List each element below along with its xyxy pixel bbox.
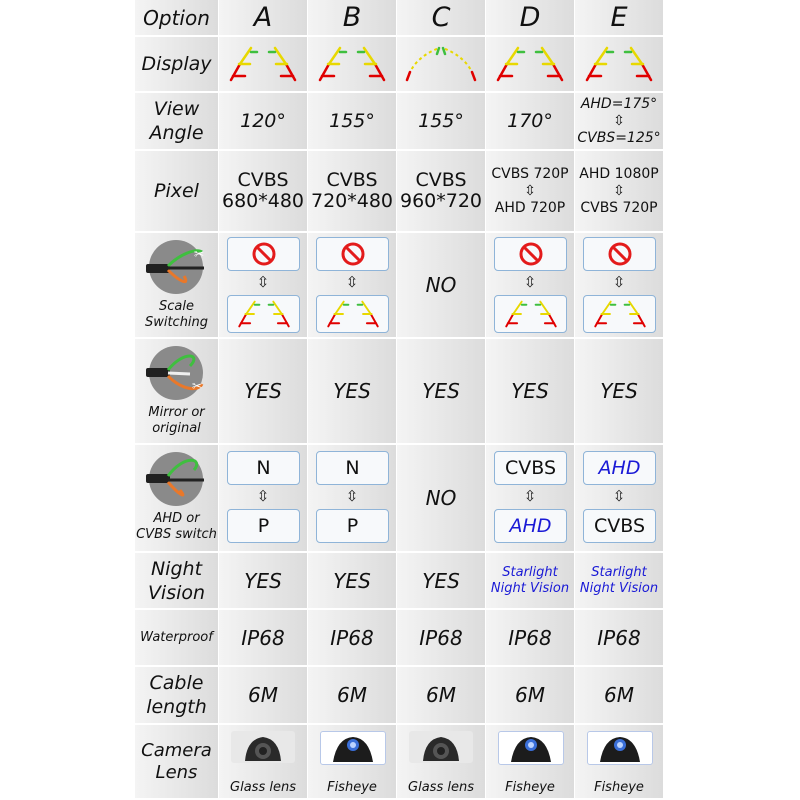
night-vision-text: Night Vision: [579, 580, 659, 596]
night-vision-b: YES: [308, 553, 397, 610]
lens-type: Glass lens: [230, 780, 296, 795]
view-angle-row: [135, 93, 665, 151]
scale-switching-row: [135, 233, 665, 339]
scale-switching-header: [135, 233, 219, 339]
col-header-d: D: [486, 0, 575, 37]
display-row: [135, 37, 665, 93]
mirror-c: YES: [397, 339, 486, 445]
wire-cut-icon: [144, 238, 208, 296]
cable-length-row: [135, 667, 665, 725]
switch-bottom-box: P: [316, 509, 389, 543]
col-header-a: A: [219, 0, 308, 37]
pixel-e: [575, 151, 664, 233]
night-vision-label: Night Vision: [135, 553, 219, 610]
mirror-a: YES: [219, 339, 308, 445]
mirror-d: YES: [486, 339, 575, 445]
svg-text:✂: ✂: [192, 379, 203, 393]
col-header-b: B: [308, 0, 397, 37]
waterproof-c: IP68: [397, 610, 486, 667]
parking-guidelines-icon: [318, 297, 388, 331]
pixel-c: CVBS 960*720: [397, 151, 486, 233]
switch-arrow-icon: ⇳: [613, 182, 625, 199]
waterproof-e: IP68: [575, 610, 664, 667]
night-vision-d: [486, 553, 575, 610]
night-vision-e: [575, 553, 664, 610]
pixel-e-top: AHD 1080P: [579, 165, 659, 182]
parking-guidelines-icon: [401, 42, 481, 86]
waterproof-row: [135, 610, 665, 667]
display-label: Display: [135, 37, 219, 93]
scale-switch-c: NO: [397, 233, 486, 339]
lens-type: Glass lens: [408, 780, 474, 795]
lens-type: Fisheye: [327, 780, 377, 795]
waterproof-label: Waterproof: [135, 610, 219, 667]
no-entry-icon: [606, 240, 634, 268]
switch-arrow-icon: ⇳: [612, 487, 626, 505]
ahd-switch-b: [308, 445, 397, 553]
pixel-label: Pixel: [135, 151, 219, 233]
night-vision-a: YES: [219, 553, 308, 610]
pixel-row: [135, 151, 665, 233]
mirror-b: YES: [308, 339, 397, 445]
pixel-d-bottom: AHD 720P: [494, 199, 566, 216]
cable-length-d: 6M: [486, 667, 575, 725]
pixel-a: CVBS 680*480: [219, 151, 308, 233]
cable-length-label: Cable length: [135, 667, 219, 725]
guidelines-box: [583, 295, 656, 333]
header-row: [135, 0, 665, 37]
col-header-c: C: [397, 0, 486, 37]
wire-cut-icon: [144, 450, 208, 508]
ahd-switch-e: [575, 445, 664, 553]
guidelines-box: [494, 295, 567, 333]
view-angle-e-ahd: AHD=175°: [580, 95, 658, 112]
view-angle-e: [575, 93, 664, 151]
fisheye-lens-image: [320, 731, 386, 765]
guide-lines-d: [486, 37, 575, 93]
switch-arrow-icon: ⇳: [523, 273, 537, 291]
switch-bottom-box: P: [227, 509, 300, 543]
cable-length-e: 6M: [575, 667, 664, 725]
camera-lens-e: [575, 725, 664, 800]
cable-length-c: 6M: [397, 667, 486, 725]
guidelines-box: [227, 295, 300, 333]
wire-cut-icon: [144, 344, 208, 402]
starlight-text: Starlight: [502, 564, 558, 580]
guide-lines-e: [575, 37, 664, 93]
switch-arrow-icon: ⇳: [524, 182, 536, 199]
night-vision-text: Night Vision: [490, 580, 570, 596]
fisheye-lens-image: [498, 731, 564, 765]
switch-arrow-icon: ⇳: [256, 487, 270, 505]
svg-text:✂: ✂: [194, 247, 205, 261]
camera-lens-a: [219, 725, 308, 800]
ahd-switch-a: [219, 445, 308, 553]
parking-guidelines-icon: [223, 42, 303, 86]
no-entry-icon: [339, 240, 367, 268]
ahd-switch-row: [135, 445, 665, 553]
parking-guidelines-icon: [490, 42, 570, 86]
parking-guidelines-icon: [229, 297, 299, 331]
view-angle-a: 120°: [219, 93, 308, 151]
scale-switching-label: Scale Switching: [144, 299, 209, 330]
scale-switch-b: [308, 233, 397, 339]
view-angle-b: 155°: [308, 93, 397, 151]
fisheye-lens-image: [587, 731, 653, 765]
night-vision-row: [135, 553, 665, 610]
pixel-b: CVBS 720*480: [308, 151, 397, 233]
camera-lens-b: [308, 725, 397, 800]
no-entry-icon: [250, 240, 278, 268]
no-entry-icon: [517, 240, 545, 268]
waterproof-b: IP68: [308, 610, 397, 667]
mirror-label: Mirror or original: [148, 405, 205, 436]
switch-top-box: N: [316, 451, 389, 485]
switch-arrow-icon: ⇳: [345, 487, 359, 505]
view-angle-c: 155°: [397, 93, 486, 151]
lens-type: Fisheye: [594, 780, 644, 795]
switch-arrow-icon: ⇳: [256, 273, 270, 291]
night-vision-c: YES: [397, 553, 486, 610]
cable-length-a: 6M: [219, 667, 308, 725]
col-header-e: E: [575, 0, 664, 37]
pixel-e-bottom: CVBS 720P: [580, 199, 658, 216]
cable-length-b: 6M: [308, 667, 397, 725]
pixel-d-top: CVBS 720P: [491, 165, 569, 182]
switch-top-box: CVBS: [494, 451, 567, 485]
scale-switch-e: [575, 233, 664, 339]
ahd-switch-header: [135, 445, 219, 553]
no-guidelines-box: [316, 237, 389, 271]
scale-switch-d: [486, 233, 575, 339]
starlight-text: Starlight: [591, 564, 647, 580]
switch-arrow-icon: ⇳: [613, 112, 625, 129]
ahd-switch-d: [486, 445, 575, 553]
scale-switch-a: [219, 233, 308, 339]
waterproof-d: IP68: [486, 610, 575, 667]
no-guidelines-box: [227, 237, 300, 271]
switch-arrow-icon: ⇳: [612, 273, 626, 291]
switch-top-box: N: [227, 451, 300, 485]
option-header: Option: [135, 0, 219, 37]
view-angle-d: 170°: [486, 93, 575, 151]
switch-top-box: AHD: [583, 451, 656, 485]
camera-lens-row: [135, 725, 665, 800]
parking-guidelines-icon: [496, 297, 566, 331]
guide-lines-a: [219, 37, 308, 93]
no-guidelines-box: [583, 237, 656, 271]
guide-lines-c: [397, 37, 486, 93]
no-guidelines-box: [494, 237, 567, 271]
comparison-table: [135, 0, 665, 800]
mirror-e: YES: [575, 339, 664, 445]
switch-arrow-icon: ⇳: [345, 273, 359, 291]
mirror-row: [135, 339, 665, 445]
parking-guidelines-icon: [579, 42, 659, 86]
pixel-d: [486, 151, 575, 233]
camera-lens-d: [486, 725, 575, 800]
guidelines-box: [316, 295, 389, 333]
lens-type: Fisheye: [505, 780, 555, 795]
glass-lens-image: [409, 731, 473, 763]
parking-guidelines-icon: [312, 42, 392, 86]
view-angle-label: View Angle: [135, 93, 219, 151]
camera-lens-label: Camera Lens: [135, 725, 219, 800]
ahd-switch-label: AHD or CVBS switch: [136, 511, 217, 542]
view-angle-e-cvbs: CVBS=125°: [577, 129, 661, 146]
camera-lens-c: [397, 725, 486, 800]
guide-lines-b: [308, 37, 397, 93]
ahd-switch-c: NO: [397, 445, 486, 553]
glass-lens-image: [231, 731, 295, 763]
mirror-header: [135, 339, 219, 445]
parking-guidelines-icon: [585, 297, 655, 331]
switch-bottom-box: CVBS: [583, 509, 656, 543]
switch-arrow-icon: ⇳: [523, 487, 537, 505]
switch-bottom-box: AHD: [494, 509, 567, 543]
waterproof-a: IP68: [219, 610, 308, 667]
